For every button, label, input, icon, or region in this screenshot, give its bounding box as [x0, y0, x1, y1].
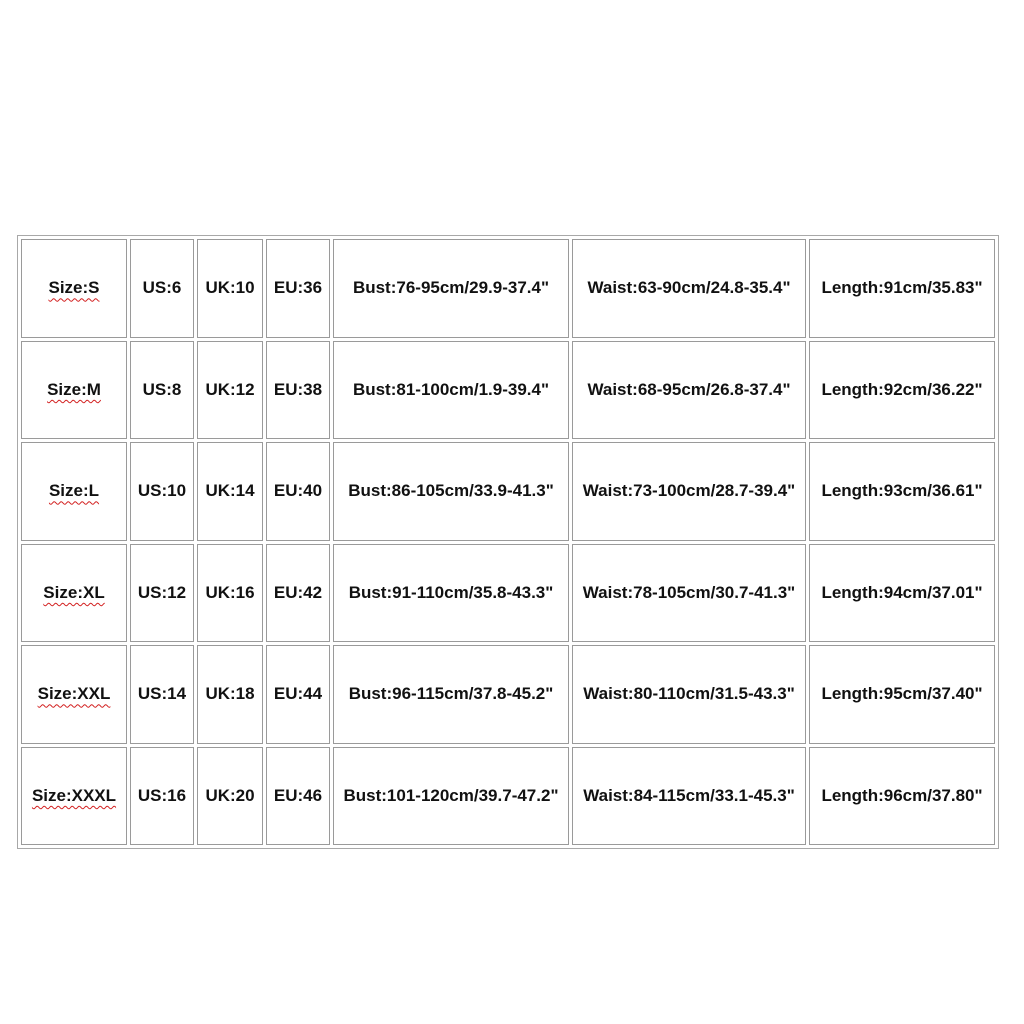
size-label: Size:XXXL: [31, 785, 117, 805]
bust-cell: Bust:81-100cm/1.9-39.4": [333, 341, 569, 440]
length-cell: Length:93cm/36.61": [809, 442, 995, 541]
bust-cell: Bust:76-95cm/29.9-37.4": [333, 239, 569, 338]
table-row: [21, 747, 995, 846]
bust-cell: Bust:101-120cm/39.7-47.2": [333, 747, 569, 846]
size-chart-table: [17, 235, 999, 849]
eu-size-cell: EU:42: [266, 544, 330, 643]
length-cell: Length:92cm/36.22": [809, 341, 995, 440]
uk-size-cell: UK:12: [197, 341, 263, 440]
size-cell: [21, 747, 127, 846]
waist-cell: Waist:78-105cm/30.7-41.3": [572, 544, 806, 643]
eu-size-cell: EU:40: [266, 442, 330, 541]
waist-cell: Waist:73-100cm/28.7-39.4": [572, 442, 806, 541]
uk-size-cell: UK:16: [197, 544, 263, 643]
size-label: Size:M: [47, 379, 101, 399]
size-cell: [21, 645, 127, 744]
waist-cell: Waist:84-115cm/33.1-45.3": [572, 747, 806, 846]
eu-size-cell: EU:44: [266, 645, 330, 744]
length-cell: Length:94cm/37.01": [809, 544, 995, 643]
length-cell: Length:96cm/37.80": [809, 747, 995, 846]
uk-size-cell: UK:20: [197, 747, 263, 846]
size-cell: [21, 442, 127, 541]
waist-cell: Waist:80-110cm/31.5-43.3": [572, 645, 806, 744]
size-label: Size:L: [48, 481, 100, 501]
size-cell: [21, 341, 127, 440]
us-size-cell: US:12: [130, 544, 194, 643]
bust-cell: Bust:86-105cm/33.9-41.3": [333, 442, 569, 541]
size-cell: [21, 239, 127, 338]
table-row: [21, 645, 995, 744]
waist-cell: Waist:68-95cm/26.8-37.4": [572, 341, 806, 440]
bust-cell: Bust:91-110cm/35.8-43.3": [333, 544, 569, 643]
eu-size-cell: EU:46: [266, 747, 330, 846]
us-size-cell: US:16: [130, 747, 194, 846]
table-row: [21, 341, 995, 440]
uk-size-cell: UK:14: [197, 442, 263, 541]
size-label: Size:XL: [43, 582, 105, 602]
us-size-cell: US:10: [130, 442, 194, 541]
size-label: Size:S: [48, 278, 100, 298]
uk-size-cell: UK:18: [197, 645, 263, 744]
waist-cell: Waist:63-90cm/24.8-35.4": [572, 239, 806, 338]
size-chart-body: [21, 239, 995, 845]
table-row: [21, 239, 995, 338]
us-size-cell: US:8: [130, 341, 194, 440]
table-row: [21, 442, 995, 541]
us-size-cell: US:6: [130, 239, 194, 338]
bust-cell: Bust:96-115cm/37.8-45.2": [333, 645, 569, 744]
us-size-cell: US:14: [130, 645, 194, 744]
eu-size-cell: EU:36: [266, 239, 330, 338]
size-cell: [21, 544, 127, 643]
length-cell: Length:95cm/37.40": [809, 645, 995, 744]
length-cell: Length:91cm/35.83": [809, 239, 995, 338]
table-row: [21, 544, 995, 643]
eu-size-cell: EU:38: [266, 341, 330, 440]
uk-size-cell: UK:10: [197, 239, 263, 338]
size-label: Size:XXL: [37, 684, 111, 704]
